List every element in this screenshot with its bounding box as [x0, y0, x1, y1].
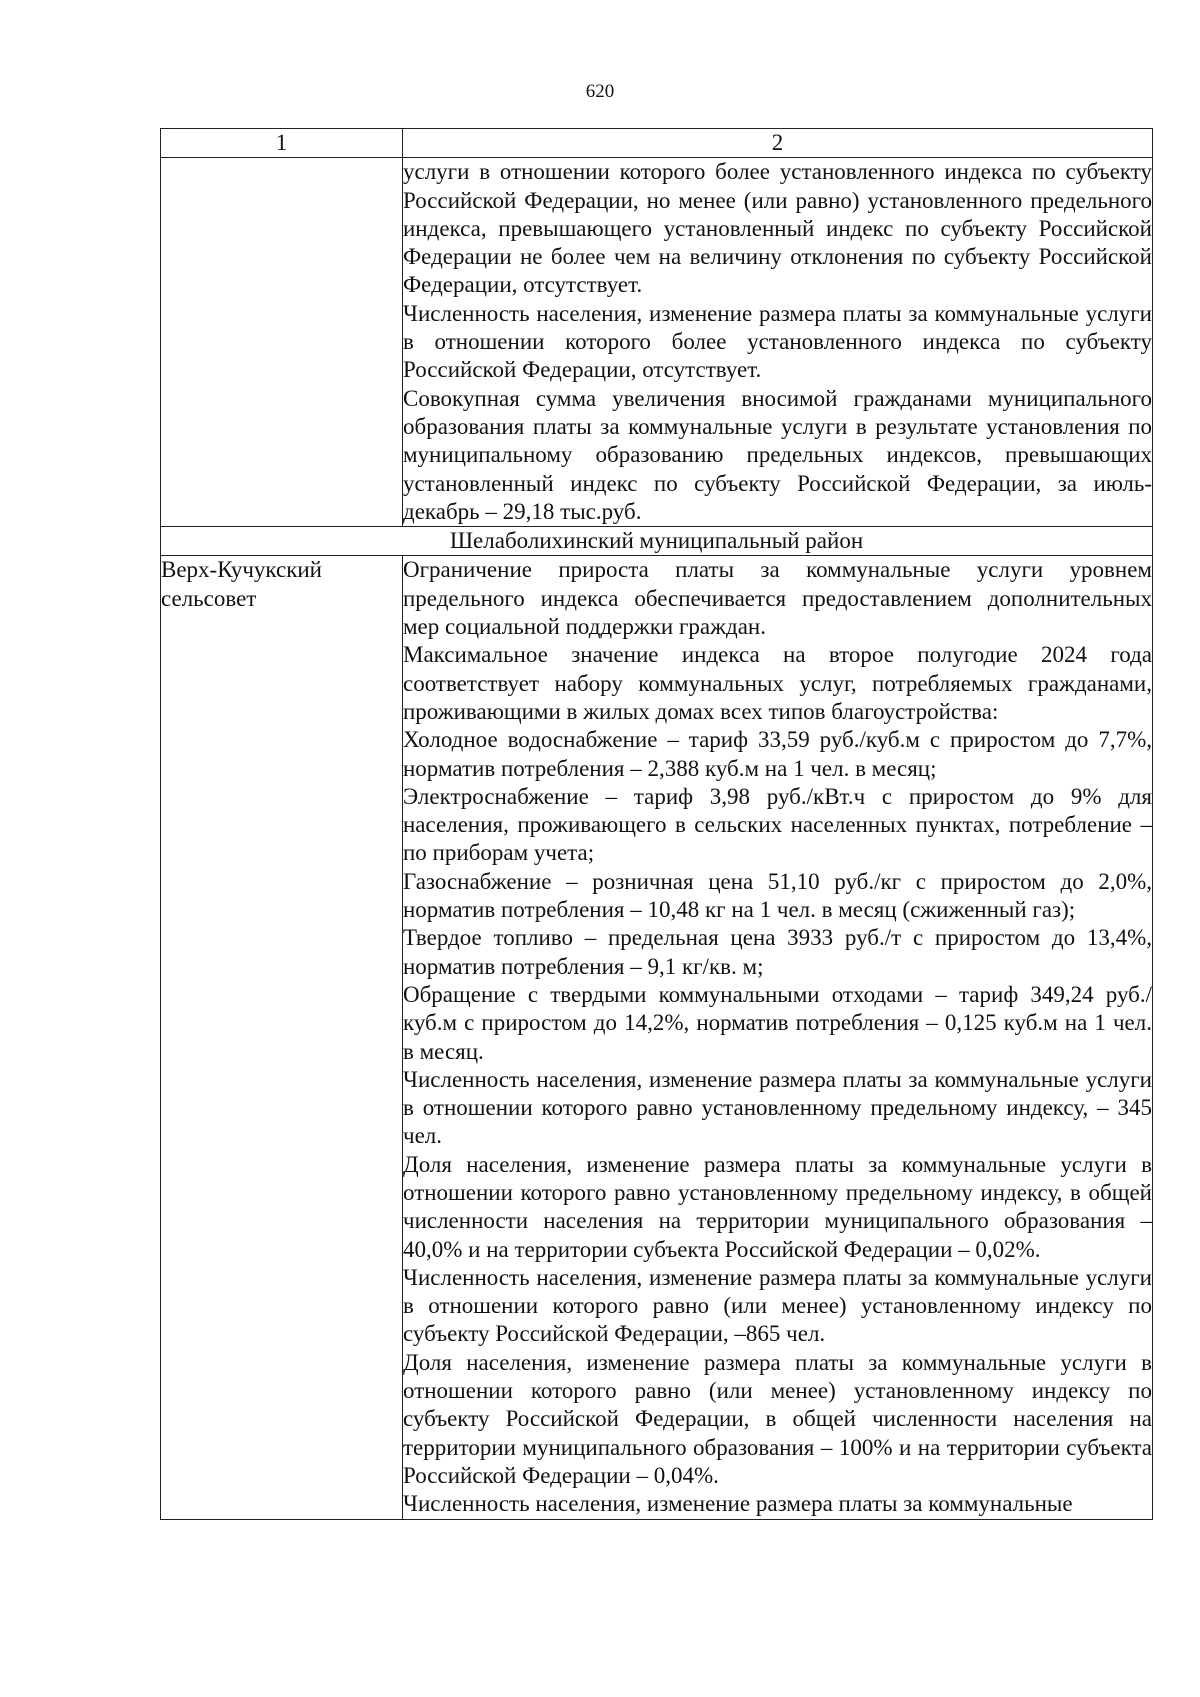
- paragraph: Газоснабжение – розничная цена 51,10 руб./кг с приростом до 2,0%, норматив потребления – 10,48 кг на 1 чел. в месяц (сжиженный газ);: [403, 868, 1152, 923]
- description-cell: [403, 158, 1153, 527]
- paragraph: Максимальное значение индекса на второе полугодие 2024 года соответствует набору коммунальных услуг, потребляемых гражданами, проживающими в жилых домах всех типов благоустройства:: [403, 642, 1152, 724]
- municipality-name-line: Верх-Кучукский: [161, 557, 322, 583]
- municipality-cell-empty: [161, 158, 403, 527]
- table-header-row: [161, 129, 1153, 158]
- paragraph: Ограничение прироста платы за коммунальные услуги уровнем предельного индекса обеспечивается предоставлением дополнительных мер социальной поддержки граждан.: [403, 557, 1152, 640]
- paragraph: Численность населения, изменение размера платы за коммунальные услуги в отношении которого равно (или менее) установленному индексу по субъекту Российской Федерации, –865 чел.: [403, 1264, 1152, 1347]
- description-cell: [403, 556, 1153, 1519]
- municipality-name-cell: [161, 556, 403, 1519]
- table-row-continuation: [161, 158, 1153, 527]
- paragraph: Совокупная сумма увеличения вносимой гражданами муниципального образования платы за коммунальные услуги в результате установления по муниципальному образованию предельных индексов, превышающих установленный индекс по субъекту Российской Федерации, за июль-декабрь – 29,18 тыс.руб.: [403, 385, 1152, 524]
- district-title: Шелаболихинский муниципальный район: [161, 527, 1153, 556]
- district-row: [161, 527, 1153, 556]
- paragraph: Численность населения, изменение размера платы за коммунальные услуги в отношении которого равно установленному предельному индексу, – 345 чел.: [403, 1066, 1152, 1149]
- paragraph: услуги в отношении которого более установленного индекса по субъекту Российской Федерации, но менее (или равно) установленного предельного индекса, превышающего установленный индекс по субъекту Российской Федерации не более чем на величину отклонения по субъекту Российской Федерации, отсутствует.: [403, 159, 1152, 298]
- paragraph: Холодное водоснабжение – тариф 33,59 руб./куб.м с приростом до 7,7%, норматив потребления – 2,388 куб.м на 1 чел. в месяц;: [403, 727, 1152, 781]
- table-row-municipality: [161, 556, 1153, 1519]
- municipality-name-line: сельсовет: [161, 585, 257, 611]
- paragraph: Обращение с твердыми коммунальными отходами – тариф 349,24 руб./куб.м с приростом до 14,2%, норматив потребления – 0,125 куб.м на 1 чел. в месяц.: [403, 981, 1152, 1064]
- column-header-1: 1: [161, 129, 403, 158]
- paragraph: Доля населения, изменение размера платы за коммунальные услуги в отношении которого равно установленному предельному индексу, в общей численности населения на территории муниципального образования – 40,0% и на территории субъекта Российской Федерации – 0,02%.: [403, 1151, 1152, 1262]
- paragraph: Электроснабжение – тариф 3,98 руб./кВт.ч с приростом до 9% для населения, проживающего в сельских населенных пунктах, потребление – по приборам учета;: [403, 783, 1152, 866]
- paragraph: Твердое топливо – предельная цена 3933 руб./т с приростом до 13,4%, норматив потребления – 9,1 кг/кв. м;: [403, 925, 1152, 979]
- column-header-2: 2: [403, 129, 1153, 158]
- paragraph: Численность населения, изменение размера платы за коммунальные: [403, 1491, 1073, 1517]
- main-table: [160, 128, 1153, 1520]
- paragraph: Численность населения, изменение размера платы за коммунальные услуги в отношении которого более установленного индекса по субъекту Российской Федерации, отсутствует.: [403, 300, 1152, 383]
- page-number: 620: [585, 81, 615, 102]
- paragraph: Доля населения, изменение размера платы за коммунальные услуги в отношении которого равно (или менее) установленному индексу по субъекту Российской Федерации, в общей численности населения на территории муниципального образования – 100% и на территории субъекта Российской Федерации – 0,04%.: [403, 1349, 1152, 1488]
